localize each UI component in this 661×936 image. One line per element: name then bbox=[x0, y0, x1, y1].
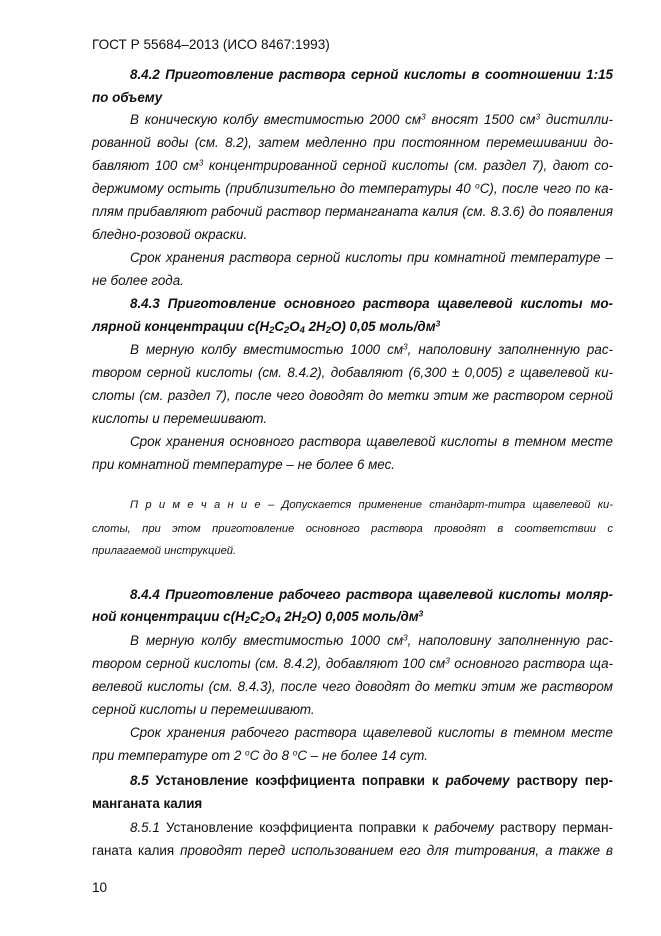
section-8-4-4-storage-line-2: при температуре от 2 $^o$С до 8 $^o$С – не более 14 сут. bbox=[92, 747, 428, 763]
section-8-4-2-paragraph-line: бавляют 100 $см^3$ концентрированной серной кислоты (см. раздел 7), дают со- bbox=[92, 157, 613, 173]
section-8-4-4-paragraph-line: серной кислоты и перемешивают. bbox=[92, 702, 315, 717]
section-8-4-2-storage-line-1: Срок хранения раствора серной кислоты при комнатной температуре – bbox=[130, 250, 613, 265]
section-8-4-3-paragraph-line: В мерную колбу вместимостью 1000 $см^3$, наполовину заполненную рас- bbox=[130, 341, 613, 357]
section-8-4-2-paragraph-line: рованной воды (см. 8.2), затем медленно при постоянном перемешивании до- bbox=[92, 135, 613, 150]
section-8-4-2-paragraph-line: бледно-розовой окраски. bbox=[92, 227, 248, 242]
section-8-4-3-title-line-1: 8.4.3 Приготовление основного раствора щавелевой кислоты мо- bbox=[130, 296, 613, 311]
section-8-4-4-paragraph-line: В мерную колбу вместимостью 1000 $см^3$, наполовину заполненную рас- bbox=[130, 632, 613, 648]
page-number: 10 bbox=[92, 880, 108, 895]
section-8-4-2-storage-line-2: не более года. bbox=[92, 273, 184, 288]
section-8-4-4-storage-line-1: Срок хранения рабочего раствора щавелевой кислоты в темном месте bbox=[130, 725, 613, 740]
section-8-4-4-paragraph-line: велевой кислоты (см. 8.4.3), после чего доводят до метки этим же раствором bbox=[92, 679, 613, 694]
section-8-4-3-paragraph-line: твором серной кислоты (см. 8.4.2), добавляют (6,300 ± 0,005) г щавелевой ки- bbox=[92, 365, 613, 380]
section-8-5-title-line-1: 8.5 Установление коэффициента поправки к рабочему раствору пер- bbox=[130, 773, 613, 788]
section-8-4-3-title-line-2: лярной концентрации $c(H_2C_2O_4$ $2H_2O$) 0,05 моль/$дм^3$ bbox=[92, 318, 441, 335]
note-line-2: слоты, при этом приготовление основного раствора проводят в соответствии с bbox=[92, 523, 613, 535]
section-8-4-2-title-line-1: 8.4.2 Приготовление раствора серной кислоты в соотношении 1:15 bbox=[130, 67, 613, 82]
section-8-4-3-paragraph-line: слоты (см. раздел 7), после чего доводят до метки этим же раствором серной bbox=[92, 388, 613, 403]
section-8-4-4-paragraph-line: твором серной кислоты (см. 8.4.2), добавляют 100 $см^3$ основного раствора ща- bbox=[92, 655, 613, 671]
section-8-5-1-paragraph-line: 8.5.1 Установление коэффициента поправки к рабочему раствору перман- bbox=[130, 820, 613, 835]
section-8-4-3-storage-line-2: при комнатной температуре – не более 6 мес. bbox=[92, 457, 396, 472]
section-8-4-4-title-line-2: ной концентрации $c(H_2C_2O_4$ $2H_2O$) 0,005 моль/$дм^3$ bbox=[92, 608, 424, 625]
section-8-4-3-paragraph-line: кислоты и перемешивают. bbox=[92, 411, 268, 426]
note-line-1: П р и м е ч а н и е – Допускается применение стандарт-титра щавелевой ки- bbox=[130, 499, 614, 511]
section-8-5-title-line-2: манганата калия bbox=[92, 796, 203, 811]
section-8-4-2-paragraph-line: В коническую колбу вместимостью 2000 $см^3$ вносят 1500 $см^3$ дистилли- bbox=[130, 111, 613, 127]
note-line-3: прилагаемой инструкцией. bbox=[92, 545, 237, 557]
section-8-4-2-title-line-2: по объему bbox=[92, 90, 163, 105]
section-8-4-2-paragraph-line: держимому остыть (приблизительно до температуры 40 $^o$С), после чего по ка- bbox=[92, 180, 613, 196]
section-8-4-2-paragraph-line: плям прибавляют рабочий раствор перманганата калия (см. 8.3.6) до появления bbox=[92, 204, 613, 219]
section-8-4-4-title-line-1: 8.4.4 Приготовление рабочего раствора щавелевой кислоты моляр- bbox=[130, 587, 613, 602]
section-8-4-3-storage-line-1: Срок хранения основного раствора щавелевой кислоты в темном месте bbox=[130, 434, 613, 449]
note-label: П р и м е ч а н и е bbox=[130, 499, 261, 511]
section-8-5-1-paragraph-line: ганата калия проводят перед использованием его для титрования, а также в bbox=[92, 843, 613, 858]
document-header: ГОСТ Р 55684–2013 (ИСО 8467:1993) bbox=[92, 37, 330, 52]
